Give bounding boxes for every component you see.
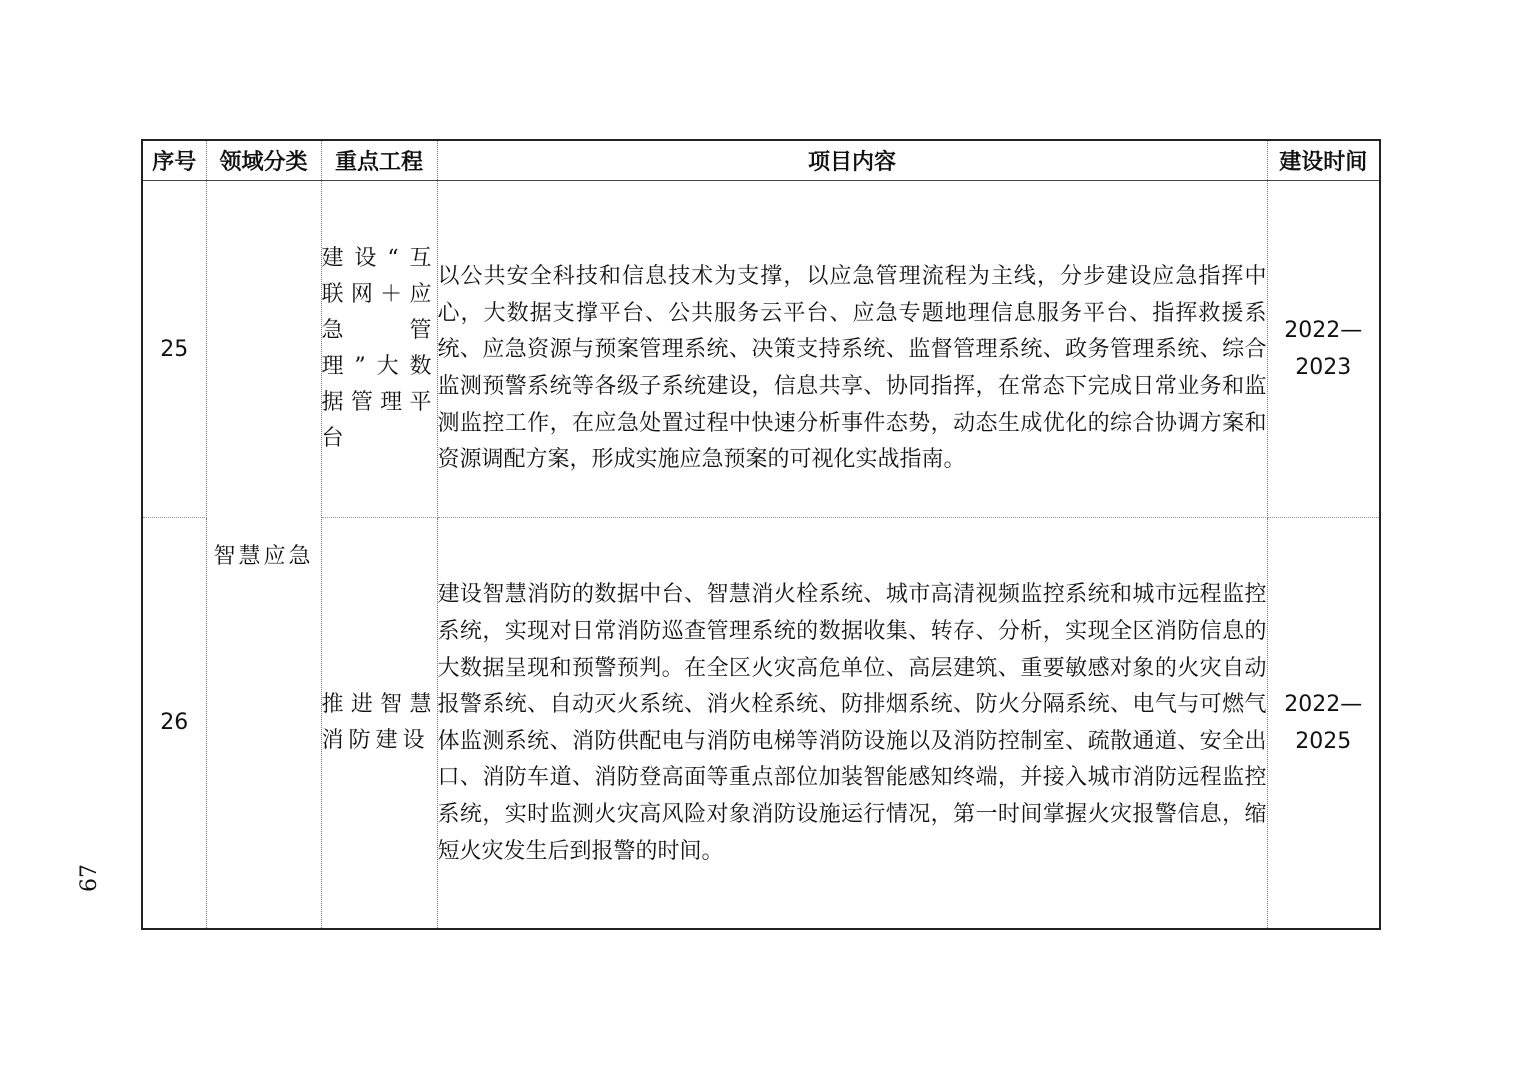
header-time: 建设时间 bbox=[1267, 140, 1380, 181]
row-number: 25 bbox=[142, 181, 206, 518]
build-time bbox=[1267, 181, 1380, 518]
key-project: 推进智慧消防建设 bbox=[321, 518, 437, 929]
build-time-end: 2025 bbox=[1295, 728, 1352, 754]
field-category: 智慧应急 bbox=[206, 181, 321, 929]
table-row bbox=[142, 181, 1380, 518]
project-content: 以公共安全科技和信息技术为支撑，以应急管理流程为主线，分步建设应急指挥中心，大数据支撑平台、公共服务云平台、应急专题地理信息服务平台、指挥救援系统、应急资源与预案管理系统、决策支持系统、监督管理系统、政务管理系统、综合监测预警系统等各级子系统建设，信息共享、协同指挥，在常态下完成日常业务和监测监控工作，在应急处置过程中快速分析事件态势，动态生成优化的综合协调方案和资源调配方案，形成实施应急预案的可视化实战指南。 bbox=[437, 181, 1267, 518]
header-content: 项目内容 bbox=[437, 140, 1267, 181]
header-key-project: 重点工程 bbox=[321, 140, 437, 181]
table-row bbox=[142, 518, 1380, 929]
build-time-start: 2022— bbox=[1284, 318, 1363, 343]
build-time-end: 2023 bbox=[1295, 355, 1352, 380]
project-table bbox=[141, 139, 1381, 930]
header-no: 序号 bbox=[142, 140, 206, 181]
page-number-text: 67 bbox=[77, 864, 102, 892]
row-number: 26 bbox=[142, 518, 206, 929]
table-header-row bbox=[142, 140, 1380, 181]
build-time-start: 2022— bbox=[1284, 691, 1363, 717]
build-time bbox=[1267, 518, 1380, 929]
header-field: 领域分类 bbox=[206, 140, 321, 181]
project-content: 建设智慧消防的数据中台、智慧消火栓系统、城市高清视频监控系统和城市远程监控系统，实现对日常消防巡查管理系统的数据收集、转存、分析，实现全区消防信息的大数据呈现和预警预判。在全区火灾高危单位、高层建筑、重要敏感对象的火灾自动报警系统、自动灭火系统、消火栓系统、防排烟系统、防火分隔系统、电气与可燃气体监测系统、消防供配电与消防电梯等消防设施以及消防控制室、疏散通道、安全出口、消防车道、消防登高面等重点部位加装智能感知终端，并接入城市消防远程监控系统，实时监测火灾高风险对象消防设施运行情况，第一时间掌握火灾报警信息，缩短火灾发生后到报警的时间。 bbox=[437, 518, 1267, 929]
key-project: 建设“互联网＋应急管理”大数据管理平台 bbox=[321, 181, 437, 518]
page-number bbox=[78, 832, 102, 892]
